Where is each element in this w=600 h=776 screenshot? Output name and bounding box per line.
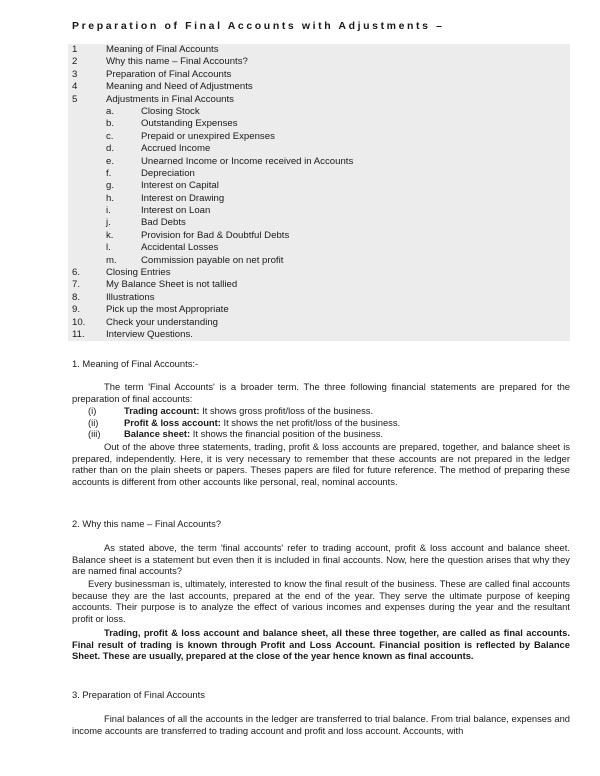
toc-number: 2 [72,56,78,68]
section-3-heading: 3. Preparation of Final Accounts [72,689,205,700]
section-1-intro-text: The term 'Final Accounts' is a broader term. The three following financial statements are prepared for the preparation of final accounts: [72,381,570,404]
toc-subitem [68,193,570,205]
toc-text: Interest on Loan [141,205,211,217]
toc-text: Check your understanding [106,316,218,328]
statement-term: Balance sheet: [124,428,191,440]
page-title: Preparation of Final Accounts with Adjustments – [72,20,445,32]
toc-subitem [68,255,570,267]
section-2-paragraph-1 [72,542,570,577]
toc-item [68,44,570,56]
toc-number: 3 [72,68,78,80]
toc-letter: m. [106,254,117,266]
statement-term: Profit & loss account: [124,416,221,428]
statement-item [72,417,570,429]
statement-item [72,405,570,417]
toc-text: Bad Debts [141,217,186,229]
toc-letter: e. [106,155,115,167]
toc-item [68,317,570,329]
statement-number: (iii) [88,428,101,440]
toc-text: Outstanding Expenses [141,118,238,130]
toc-subitem [68,230,570,242]
toc-subitem [68,106,570,118]
toc-letter: k. [106,229,114,241]
toc-letter: j. [106,217,111,229]
statement-desc: It shows the financial position of the business. [190,428,384,440]
toc-item [68,304,570,316]
toc-text: My Balance Sheet is not tallied [106,279,238,291]
toc-item [68,267,570,279]
table-of-contents [68,44,570,341]
section-2-paragraph-2-text: Every businessman is, ultimately, interested to know the final result of the business. These are called final accounts because they are the last accounts, prepared at the end of the year. They serve the ultimate purpose of keeping accounts. Their purpose is to analyze the effect of various incomes and expenses during the year and the resultant profit or loss. [72,578,570,624]
toc-text: Interview Questions. [106,328,193,340]
toc-subitem [68,205,570,217]
section-1-paragraph [72,441,570,487]
toc-letter: g. [106,180,115,192]
toc-subitem [68,156,570,168]
toc-letter: l. [106,242,111,254]
toc-letter: i. [106,205,111,217]
toc-text: Preparation of Final Accounts [106,68,232,80]
toc-subitem [68,143,570,155]
toc-text: Adjustments in Final Accounts [106,93,234,105]
toc-text: Meaning and Need of Adjustments [106,81,253,93]
toc-letter: f. [106,167,112,179]
toc-subitem [68,131,570,143]
statement-list [72,405,570,440]
toc-letter: c. [106,130,114,142]
toc-item [68,329,570,341]
toc-text: Pick up the most Appropriate [106,304,229,316]
statement-desc: It shows the net profit/loss of the business. [220,416,401,428]
toc-text: Provision for Bad & Doubtful Debts [141,229,290,241]
section-2-heading: 2. Why this name – Final Accounts? [72,518,222,529]
toc-text: Why this name – Final Accounts? [106,56,248,68]
toc-text: Depreciation [141,167,195,179]
toc-item [68,56,570,68]
toc-letter: b. [106,118,115,130]
toc-letter: a. [106,105,115,117]
toc-item [68,94,570,106]
section-1-paragraph-text: Out of the above three statements, trading, profit & loss accounts are prepared, together, and balance sheet is prepared, independently. Here, it is very necessary to remember that these accounts are not prepared in the ledger rather than on the plain sheets or papers. Theses papers are filed for future reference. The method of preparing these accounts is different from other accounts like personal, real, nominal accounts. [72,441,570,487]
toc-number: 9. [72,304,81,316]
toc-number: 4 [72,81,78,93]
toc-text: Accrued Income [141,143,211,155]
toc-subitem [68,168,570,180]
toc-letter: h. [106,192,115,204]
statement-item [72,428,570,440]
toc-number: 5 [72,93,78,105]
section-2-paragraph-1-text: As stated above, the term 'final accounts' refer to trading account, profit & loss account and balance sheet. Balance sheet is a statement but even then it is included in final accounts. Now, here the question arises that why they are named final accounts? [72,542,570,577]
toc-text: Interest on Capital [141,180,219,192]
toc-subitem [68,217,570,229]
toc-number: 7. [72,279,81,291]
toc-letter: d. [106,143,115,155]
toc-subitem [68,180,570,192]
toc-number: 11. [72,328,85,340]
toc-text: Meaning of Final Accounts [106,44,219,55]
toc-text: Closing Entries [106,267,171,279]
section-2-paragraph-2 [72,578,570,624]
statement-number: (ii) [88,416,99,428]
toc-text: Commission payable on net profit [141,254,284,266]
toc-text: Accidental Losses [141,242,219,254]
toc-subitem [68,242,570,254]
section-3-paragraph [72,713,570,736]
section-1-heading: 1. Meaning of Final Accounts:- [72,358,199,369]
toc-text: Illustrations [106,291,155,303]
toc-text: Prepaid or unexpired Expenses [141,130,275,142]
statement-number: (i) [88,405,97,416]
section-2-paragraph-3 [72,627,570,662]
section-3-paragraph-text: Final balances of all the accounts in the ledger are transferred to trial balance. From trial balance, expenses and income accounts are transferred to trading account and profit and loss account. Accounts, with [72,713,570,736]
section-2-paragraph-3-text: Trading, profit & loss account and balance sheet, all these three together, are called as final accounts. Final result of trading is known through Profit and Loss Account. Financial position is reflected by Balance Sheet. These are usually, prepared at the close of the year hence known as final accounts. [72,627,570,662]
toc-number: 1 [72,44,78,55]
toc-item [68,292,570,304]
toc-number: 6. [72,267,81,279]
section-1-intro [72,381,570,404]
statement-term: Trading account: [124,405,200,416]
toc-text: Interest on Drawing [141,192,225,204]
toc-text: Unearned Income or Income received in Accounts [141,155,354,167]
toc-text: Closing Stock [141,105,200,117]
toc-item [68,279,570,291]
statement-desc: It shows gross profit/loss of the business. [199,405,374,416]
toc-item [68,69,570,81]
toc-number: 8. [72,291,81,303]
toc-item [68,81,570,93]
toc-number: 10. [72,316,86,328]
toc-subitem [68,118,570,130]
